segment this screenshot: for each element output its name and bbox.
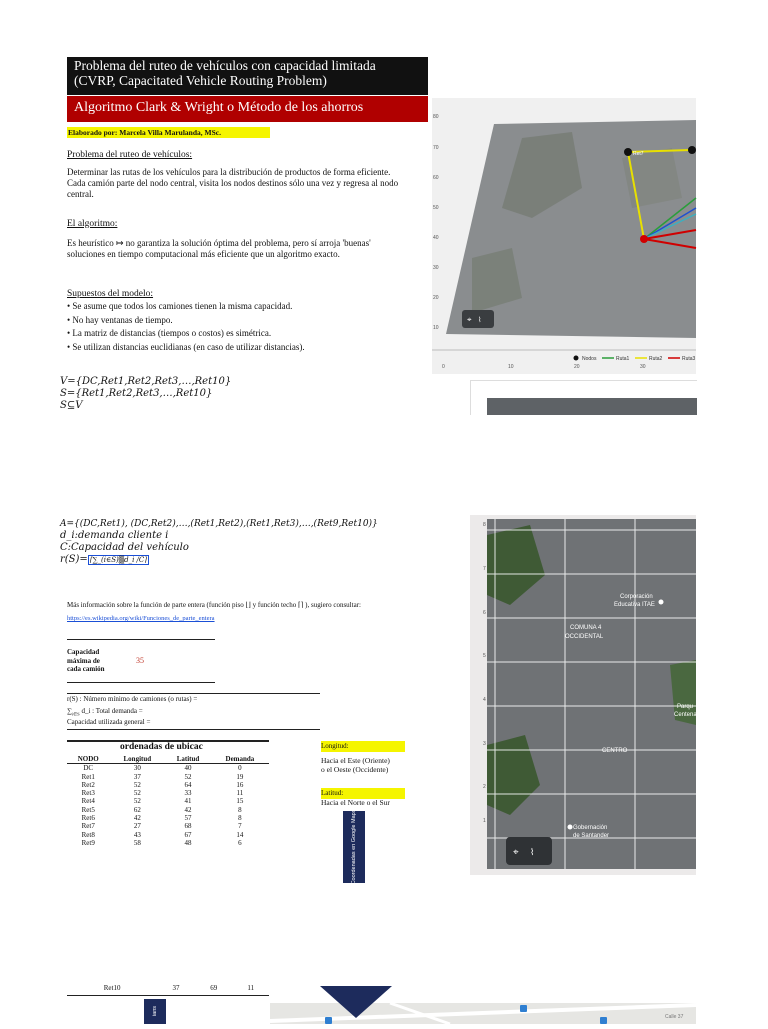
document-title: [67, 57, 428, 95]
table-cell: Ret9: [81, 838, 95, 847]
capacity-top-divider: [67, 639, 215, 640]
table-cell: 15: [236, 797, 244, 806]
place-pin-icon: [659, 600, 664, 605]
wikipedia-link[interactable]: https://es.wikipedia.org/wiki/Funciones_de_parte_entera: [67, 615, 215, 622]
capacity-bottom-divider: [67, 682, 215, 683]
table-row: [67, 814, 269, 822]
table-row: [67, 764, 269, 773]
y-tick-label: 60: [433, 175, 439, 181]
table-cell: 30: [133, 764, 141, 773]
assumption-item: • Se utilizan distancias euclidianas (en caso de utilizar distancias).: [67, 341, 305, 352]
table-cell: 11: [247, 984, 255, 992]
table-cell: 67: [184, 830, 192, 839]
assumption-item: • Se asume que todos los camiones tienen la misma capacidad.: [67, 301, 293, 311]
map-y-tick: 1: [483, 818, 486, 824]
street-label: Calle 37: [665, 1014, 684, 1020]
depot-node: [640, 235, 648, 243]
x-tick-label: 0: [442, 364, 445, 370]
y-tick-label: 80: [433, 114, 439, 120]
min-trucks-label: r(S) : Número mínimo de camiones (o rutas) =: [67, 695, 198, 703]
table-cell: 7: [238, 822, 242, 831]
column-header: Latitud: [165, 755, 211, 764]
table-cell: Ret4: [81, 797, 95, 806]
google-maps-coordinates-button[interactable]: [343, 811, 365, 883]
table-cell: Ret3: [81, 789, 95, 798]
table-row: [67, 789, 269, 797]
map-y-tick: 3: [483, 741, 486, 747]
assumptions-heading: Supuestos del modelo:: [67, 289, 154, 299]
map-label: OCCIDENTAL: [565, 634, 604, 640]
y-tick-label: 40: [433, 235, 439, 241]
table-header-row: [67, 755, 269, 764]
y-tick-label: 20: [433, 295, 439, 301]
table-cell: 68: [184, 822, 192, 831]
table-cell: DC: [83, 764, 94, 773]
capacity-label: [67, 648, 105, 674]
table-row: [67, 797, 269, 805]
column-header: Longitud: [109, 755, 165, 764]
table-caption: ordenadas de ubicac: [120, 742, 203, 752]
route-icon: ⌇: [478, 316, 482, 324]
navy-arrow-shape: [320, 984, 392, 1020]
map-label: Parqu: [677, 704, 694, 710]
route-chart-panel: [432, 98, 696, 374]
table-cell: 16: [236, 780, 244, 789]
table-cell: 11: [236, 789, 244, 798]
secondary-map-strip: [487, 398, 697, 415]
navy-triangle: [320, 986, 392, 1018]
capacity-value: 35: [136, 656, 144, 665]
set-subset: S⊆V: [60, 400, 83, 411]
algorithm-heading: El algoritmo:: [67, 219, 118, 229]
table-cell: 69: [210, 984, 218, 992]
bottom-blue-button[interactable]: [144, 999, 166, 1024]
rs-def: [60, 554, 149, 566]
table-row: [67, 822, 269, 830]
route-icon: ⌇: [530, 847, 535, 857]
assumptions-list: [67, 300, 305, 354]
y-tick-label: 10: [433, 325, 439, 331]
table-row: [67, 984, 269, 992]
legend-nodes-marker: [574, 356, 579, 361]
table-cell: 33: [184, 789, 192, 798]
document-subtitle: Algoritmo Clark & Wright o Método de los ahorros: [67, 96, 428, 122]
table-cell: 41: [184, 797, 192, 806]
algorithm-text: Es heurístico ↦ no garantiza la solución óptima del problema, pero sí arroja 'buenas' soluciones en tiempo computacional más eficiente que un algoritmo exacto.: [67, 238, 371, 259]
demand-def: d_i:demanda cliente i: [60, 530, 169, 541]
assumption-item: • La matriz de distancias (tiempos o costos) es simétrica.: [67, 328, 272, 338]
map-panel: [470, 515, 704, 875]
sum-subscript: i∈S: [72, 711, 80, 717]
table-cell: Ret6: [81, 814, 95, 823]
arc-set: A={(DC,Ret1), (DC,Ret2),…,(Ret1,Ret2),(Ret1,Ret3),…,(Ret9,Ret10)}: [60, 519, 378, 529]
map-with-grid: [470, 515, 704, 875]
table-cell: Ret2: [81, 780, 95, 789]
latitude-label: Latitud:: [321, 788, 405, 799]
map-poi-icon: [520, 1005, 527, 1012]
map-y-tick: 8: [483, 522, 486, 528]
legend-label: Nodos: [582, 356, 597, 362]
table-cell: 52: [133, 797, 141, 806]
column-header: NODO: [67, 755, 109, 764]
chart-legend: [574, 356, 696, 363]
node-label: Ret7: [633, 151, 644, 157]
table-cell: Ret7: [81, 822, 95, 831]
intro-heading: Problema del ruteo de vehículos:: [67, 150, 193, 160]
table-row: [67, 773, 269, 781]
table-cell: 8: [238, 814, 242, 823]
map-y-tick: 6: [483, 610, 486, 616]
capacity-label-line: máxima de: [67, 656, 100, 665]
map-label: Educativa ITAE: [614, 602, 655, 608]
map-label: de Santander: [573, 833, 610, 839]
used-capacity-label: Capacidad utilizada general =: [67, 718, 151, 726]
map-y-tick: 4: [483, 697, 486, 703]
x-tick-label: 10: [508, 364, 514, 370]
total-demand-label: [67, 707, 143, 717]
pin-icon: ⌖: [467, 315, 472, 324]
map-label: CENTRO: [602, 748, 628, 754]
table-row: [67, 839, 269, 847]
sum-symbol: ∑: [67, 707, 72, 715]
table-cell: 27: [133, 822, 141, 831]
table-cell: 57: [184, 814, 192, 823]
map-y-tick: 7: [483, 566, 486, 572]
table-cell: 52: [184, 772, 192, 781]
map-label: Corporación: [620, 594, 653, 600]
map-label: COMUNA 4: [570, 625, 602, 631]
set-v: V={DC,Ret1,Ret2,Ret3,…,Ret10}: [60, 376, 232, 387]
map-label: Centenario: [674, 712, 704, 718]
summary-top-divider: [67, 693, 320, 694]
table-cell: 52: [133, 780, 141, 789]
table-cell: Ret1: [81, 772, 95, 781]
info-text: Más información sobre la función de parte entera (función piso ⌊⌋ y función techo ⌈⌉ ), sugiero consultar:: [67, 601, 361, 609]
summary-bottom-divider: [67, 729, 320, 730]
coordinates-table-last: [67, 984, 269, 992]
y-tick-label: 30: [433, 265, 439, 271]
table-cell: Ret8: [81, 830, 95, 839]
table-bottom-rule: [67, 995, 269, 996]
table-cell: 43: [133, 830, 141, 839]
assumption-item: • No hay ventanas de tiempo.: [67, 314, 173, 325]
legend-label: Ruta1: [616, 356, 630, 362]
pin-icon: ⌖: [513, 847, 519, 858]
table-cell: 0: [238, 764, 242, 773]
map-poi-icon: [600, 1017, 607, 1024]
x-tick-label: 30: [640, 364, 646, 370]
table-cell: Ret5: [81, 805, 95, 814]
table-cell: 40: [184, 764, 192, 773]
table-cell: 58: [133, 838, 141, 847]
longitude-text: [321, 756, 390, 774]
x-tick-label: 20: [574, 364, 580, 370]
total-demand-text: d_i : Total demanda =: [81, 707, 143, 715]
y-tick-label: 50: [433, 205, 439, 211]
secondary-map-frame: [470, 380, 697, 415]
route-chart: [432, 98, 696, 374]
legend-label: Ruta2: [649, 356, 663, 362]
customer-node: [624, 148, 632, 156]
table-row: [67, 781, 269, 789]
table-cell: 42: [184, 805, 192, 814]
table-row: [67, 806, 269, 814]
bottom-button-label: ians: [152, 1005, 158, 1017]
coordinates-table: [67, 755, 269, 847]
chart-map-green-area: [622, 148, 682, 208]
longitude-text-line: o el Oeste (Occidente): [321, 765, 389, 774]
place-pin-icon: [568, 825, 573, 830]
title-line-1: Problema del ruteo de vehículos con capacidad limitada: [74, 58, 376, 73]
latitude-text: Hacia el Norte o el Sur: [321, 798, 390, 807]
longitude-label: Longitud:: [321, 741, 405, 752]
capacity-label-line: Capacidad: [67, 648, 100, 656]
table-cell: 37: [172, 984, 180, 992]
table-cell: 62: [133, 805, 141, 814]
y-tick-label: 70: [433, 145, 439, 151]
set-s: S={Ret1,Ret2,Ret3,…,Ret10}: [60, 388, 213, 399]
google-maps-button-label: Coordenadas en Google Maps: [351, 809, 357, 885]
rs-prefix: r(S)=: [60, 554, 88, 565]
customer-node: [688, 146, 696, 154]
map-y-tick: 2: [483, 784, 486, 790]
table-cell: 42: [133, 814, 141, 823]
table-cell: 52: [133, 789, 141, 798]
table-cell: 64: [184, 780, 192, 789]
longitude-text-line: Hacia el Este (Oriente): [321, 756, 390, 765]
table-body: [67, 764, 269, 847]
capacity-label-line: cada camión: [67, 665, 105, 673]
legend-label: Ruta3: [682, 356, 696, 362]
rs-formula: ⌈∑_(i∈S)▒d_i /C⌉: [89, 556, 147, 564]
map-y-tick: 5: [483, 653, 486, 659]
map-label: Gobernación: [573, 825, 608, 831]
table-cell: 48: [184, 838, 192, 847]
table-cell: 8: [238, 805, 242, 814]
capacity-def: C:Capacidad del vehículo: [60, 542, 189, 553]
intro-text: Determinar las rutas de los vehículos para la distribución de productos de forma eficiente. Cada camión parte del nodo central, visita los nodos destinos sólo una vez y regresa al nodo central.: [67, 167, 399, 199]
table-cell: 37: [133, 772, 141, 781]
title-line-2: (CVRP, Capacitated Vehicle Routing Problem): [74, 73, 327, 88]
table-cell: 6: [238, 838, 242, 847]
column-header: Demanda: [211, 755, 269, 764]
author-label: Elaborado por: Marcela Villa Marulanda, MSc.: [67, 127, 270, 138]
table-cell: 19: [236, 772, 244, 781]
table-cell: 14: [236, 830, 244, 839]
table-cell: Ret10: [103, 984, 121, 992]
table-row: [67, 831, 269, 839]
